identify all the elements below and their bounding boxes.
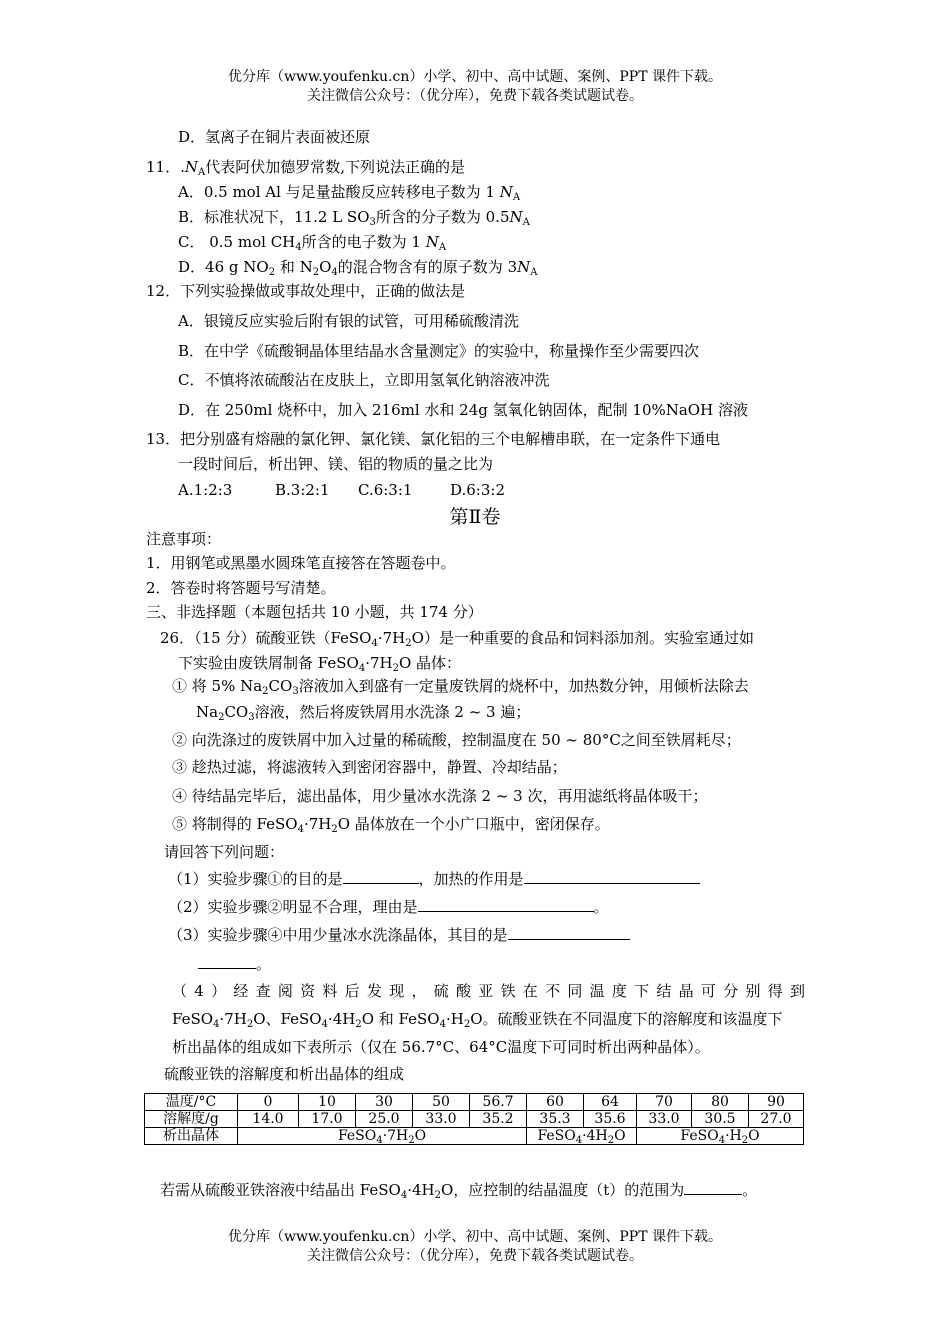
q26-step5: ⑤ 将制得的 $FeSO_4\cdot 7H_2O$ 晶体放在一个小广口瓶中，密闭保存。 (172, 815, 610, 835)
section-3-title: 三、非选择题（本题包括共 10 小题，共 174 分） (146, 603, 483, 621)
q13-option-d: D.6:3:2 (450, 481, 505, 499)
answer-blank-1[interactable] (343, 869, 419, 884)
table-cell: 64 (584, 1094, 637, 1111)
q26-part1-text-b: ，加热的作用是 (418, 870, 524, 888)
footer-line-1: 优分库（www.youfenku.cn）小学、初中、高中试题、案例、PPT 课件下载。 (227, 1229, 722, 1245)
table-cell-crystal-7h2o: $FeSO_4\cdot 7H_2O$ (238, 1128, 527, 1145)
q26-final (160, 1180, 757, 1200)
table-cell-crystal-4h2o: $FeSO_4\cdot 4H_2O$ (527, 1128, 637, 1145)
q26-part3-cont (198, 954, 271, 974)
table-row-crystal (145, 1128, 804, 1145)
q11-option-d: D．46 g $NO_2$ 和 $N_2O_4$的混合物含有的原子数为 $3N_A$ (178, 258, 538, 278)
q26-stem-line2: 下实验由废铁屑制备 $FeSO_4\cdot 7H_2O$ 晶体： (178, 654, 462, 674)
table-header-crystal: 析出晶体 (145, 1128, 238, 1145)
answer-blank-4-cont[interactable] (198, 954, 256, 969)
table-cell: 30.5 (692, 1111, 749, 1128)
table-cell: 35.6 (584, 1111, 637, 1128)
table-cell: 27.0 (749, 1111, 804, 1128)
q11-option-b: B．标准状况下，11.2 L $SO_3$所含的分子数为 $0.5N_A$ (178, 208, 530, 228)
table-header-temperature: 温度/°C (145, 1094, 238, 1111)
q26-part3-text: （3）实验步骤④中用少量冰水洗涤晶体，其目的是 (168, 926, 508, 944)
table-cell: 0 (238, 1094, 299, 1111)
q26-part1-text-a: （1）实验步骤①的目的是 (168, 870, 343, 888)
table-cell: 30 (356, 1094, 413, 1111)
table-cell: 90 (749, 1094, 804, 1111)
q13-option-b: B.3:2:1 (275, 481, 330, 499)
q13-stem-line2: 一段时间后，析出钾、镁、铝的物质的量之比为 (178, 455, 494, 473)
q26-part4-line2: $FeSO_4\cdot 7H_2O$、$FeSO_4\cdot 4H_2O$ 和 $FeSO_4\cdot H_2O$。硫酸亚铁在不同温度下的溶解度和该温度下 (172, 1010, 783, 1030)
table-cell: 14.0 (238, 1111, 299, 1128)
table-cell: 80 (692, 1094, 749, 1111)
notes-title: 注意事项： (146, 530, 222, 548)
q11-option-c: C． 0.5 mol $CH_4$所含的电子数为 1 $N_A$ (178, 233, 447, 253)
q12-option-a: A．银镜反应实验后附有银的试管，可用稀硫酸清洗 (178, 312, 519, 330)
q26-step2: ② 向洗涤过的废铁屑中加入过量的稀硫酸，控制温度在 50 ~ 80°C之间至铁屑耗尽； (172, 731, 741, 749)
table-cell: 33.0 (413, 1111, 470, 1128)
solubility-table (144, 1093, 804, 1145)
answer-blank-5[interactable] (684, 1180, 742, 1195)
part2-title: 第Ⅱ卷 (449, 506, 501, 528)
q26-step4: ④ 待结晶完毕后，滤出晶体，用少量冰水洗涤 2 ~ 3 次，再用滤纸将晶体吸干； (172, 787, 708, 805)
q26-part4-line1: （4）经查阅资料后发现，硫酸亚铁在不同温度下结晶可分别得到 (172, 982, 808, 1000)
q26-final-end: 。 (742, 1181, 758, 1199)
header-line-1: 优分库（www.youfenku.cn）小学、初中、高中试题、案例、PPT 课件下载。 (227, 69, 722, 85)
q12-option-b: B．在中学《硫酸铜晶体里结晶水含量测定》的实验中，称量操作至少需要四次 (178, 342, 700, 360)
q11-stem: 11．$.N_A$代表阿伏加德罗常数,下列说法正确的是 (146, 158, 465, 178)
q26-ask: 请回答下列问题： (164, 843, 285, 861)
table-cell: 17.0 (299, 1111, 356, 1128)
q10-option-d: D．氢离子在铜片表面被还原 (178, 128, 371, 146)
q12-stem: 12．下列实验操做或事故处理中，正确的做法是 (146, 282, 466, 300)
table-cell: 56.7 (470, 1094, 527, 1111)
table-cell: 70 (637, 1094, 692, 1111)
table-cell: 25.0 (356, 1111, 413, 1128)
q26-part4-line3: 析出晶体的组成如下表所示（仅在 56.7°C、64°C温度下可同时析出两种晶体）。 (172, 1038, 710, 1056)
table-cell: 10 (299, 1094, 356, 1111)
q26-part2-text: （2）实验步骤②明显不合理，理由是 (168, 898, 418, 916)
header-line-2: 关注微信公众号：（优分库），免费下载各类试题试卷。 (307, 88, 643, 104)
table-cell: 60 (527, 1094, 584, 1111)
q13-stem-line1: 13．把分别盛有熔融的氯化钾、氯化镁、氯化铝的三个电解槽串联，在一定条件下通电 (146, 430, 721, 448)
q26-step3: ③ 趁热过滤，将滤液转入到密闭容器中，静置、冷却结晶； (172, 758, 567, 776)
table-row-solubility (145, 1111, 804, 1128)
q12-option-c: C．不慎将浓硫酸沾在皮肤上，立即用氢氧化钠溶液冲洗 (178, 371, 550, 389)
table-header-solubility: 溶解度/g (145, 1111, 238, 1128)
table-cell: 35.3 (527, 1111, 584, 1128)
q13-option-a: A.1:2:3 (178, 481, 233, 499)
q26-part2-end: 。 (593, 898, 609, 916)
table-cell: 35.2 (470, 1111, 527, 1128)
table-cell-crystal-h2o: $FeSO_4\cdot H_2O$ (637, 1128, 804, 1145)
q26-part3 (168, 925, 630, 945)
answer-blank-4[interactable] (508, 925, 630, 940)
q26-step1-line2: $Na_2CO_3$溶液，然后将废铁屑用水洗涤 2 ~ 3 遍； (196, 703, 531, 723)
q26-stem-line1: 26．（15 分）硫酸亚铁$(FeSO_4\cdot 7H_2O)$是一种重要的食品和饲料添加剂。实验室通过如 (160, 629, 754, 649)
note-2: 2．答卷时将答题号写清楚。 (146, 579, 336, 597)
q26-final-text: 若需从硫酸亚铁溶液中结晶出 $FeSO_4\cdot 4H_2O$，应控制的结晶温度（t）的范围为 (160, 1181, 685, 1201)
q26-step1-line1: ① 将 5% $Na_2CO_3$溶液加入到盛有一定量废铁屑的烧杯中，加热数分钟，用倾析法除去 (172, 677, 749, 697)
q26-part1 (168, 869, 700, 889)
q11-option-a: A．0.5 mol Al 与足量盐酸反应转移电子数为 1 $N_A$ (178, 183, 521, 203)
table-caption: 硫酸亚铁的溶解度和析出晶体的组成 (164, 1065, 405, 1083)
answer-blank-2[interactable] (524, 869, 700, 884)
table-cell: 50 (413, 1094, 470, 1111)
table-row-temperature (145, 1094, 804, 1111)
q13-option-c: C.6:3:1 (358, 481, 413, 499)
q26-part3-end: 。 (256, 955, 272, 973)
note-1: 1．用钢笔或黑墨水圆珠笔直接答在答题卷中。 (146, 554, 456, 572)
q12-option-d: D．在 250ml 烧杯中，加入 216ml 水和 24g 氢氧化钠固体，配制 10%NaOH 溶液 (178, 401, 748, 419)
answer-blank-3[interactable] (418, 897, 594, 912)
q26-part2 (168, 897, 609, 917)
footer-line-2: 关注微信公众号：（优分库），免费下载各类试题试卷。 (307, 1248, 643, 1264)
table-cell: 33.0 (637, 1111, 692, 1128)
